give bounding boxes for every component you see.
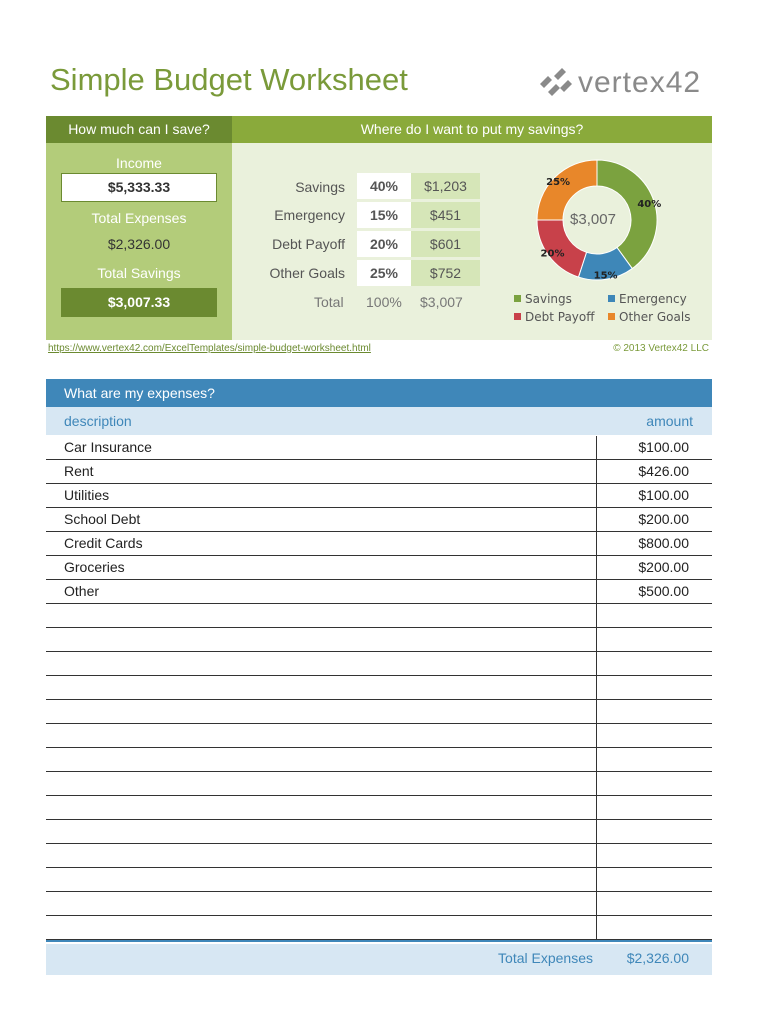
alloc-total-pct: 100% (366, 294, 402, 310)
table-row (46, 460, 712, 484)
expense-amount[interactable]: $200.00 (638, 511, 689, 527)
income-input[interactable]: $5,333.33 (61, 173, 217, 202)
column-divider (596, 436, 597, 940)
expense-amount[interactable]: $800.00 (638, 535, 689, 551)
total-savings-value: $3,007.33 (61, 288, 217, 317)
donut-label-savings: 40% (637, 199, 662, 211)
legend-debt-payoff (514, 310, 595, 324)
expense-amount[interactable]: $500.00 (638, 583, 689, 599)
expense-amount[interactable]: $100.00 (638, 487, 689, 503)
total-expenses-value: $2,326.00 (107, 236, 171, 252)
table-row (46, 532, 712, 556)
legend-swatch-savings (514, 295, 521, 302)
expenses-total-row (46, 944, 712, 975)
expense-description[interactable]: Other (64, 583, 100, 599)
save-section-header: How much can I save? (46, 116, 232, 143)
alloc-label-emergency: Emergency (274, 207, 345, 223)
allocation-header: Where do I want to put my savings? (232, 116, 712, 143)
alloc-pct-other-goals[interactable]: 25% (357, 260, 411, 286)
table-row (46, 580, 712, 604)
donut-label-emergency: 15% (593, 270, 618, 282)
table-row (46, 436, 712, 460)
expense-description[interactable]: Car Insurance (64, 439, 152, 455)
table-row (46, 820, 712, 844)
alloc-amount-emergency: $451 (411, 202, 480, 228)
table-row (46, 868, 712, 892)
column-amount: amount (646, 413, 693, 429)
legend-savings (514, 292, 572, 306)
expense-description[interactable]: Credit Cards (64, 535, 143, 551)
legend-label-emergency: Emergency (619, 292, 687, 306)
page-title: Simple Budget Worksheet (50, 62, 408, 97)
legend-other-goals (608, 310, 690, 324)
alloc-label-other-goals: Other Goals (269, 265, 345, 281)
template-link[interactable]: https://www.vertex42.com/ExcelTemplates/simple-budget-worksheet.html (48, 343, 371, 354)
table-row (46, 484, 712, 508)
alloc-pct-savings[interactable]: 40% (357, 173, 411, 199)
expense-description[interactable]: Rent (64, 463, 94, 479)
table-row (46, 916, 712, 940)
total-savings-label: Total Savings (97, 265, 181, 281)
alloc-amount-savings: $1,203 (411, 173, 480, 199)
legend-emergency (608, 292, 687, 306)
table-row (46, 556, 712, 580)
logo-text: vertex42 (578, 66, 702, 99)
alloc-amount-other-goals: $752 (411, 260, 480, 286)
expense-amount[interactable]: $426.00 (638, 463, 689, 479)
table-row (46, 772, 712, 796)
alloc-label-debt-payoff: Debt Payoff (272, 236, 345, 252)
expense-amount[interactable]: $100.00 (638, 439, 689, 455)
table-row (46, 748, 712, 772)
expenses-header: What are my expenses? (46, 379, 712, 407)
table-row (46, 796, 712, 820)
donut-label-other-goals: 25% (546, 177, 571, 189)
total-divider (46, 940, 712, 942)
expense-amount[interactable]: $200.00 (638, 559, 689, 575)
legend-swatch-debt-payoff (514, 313, 521, 320)
donut-label-debt-payoff: 20% (540, 248, 565, 260)
legend-swatch-emergency (608, 295, 615, 302)
expenses-column-header (46, 407, 712, 435)
alloc-label-savings: Savings (295, 179, 345, 195)
table-row (46, 700, 712, 724)
expenses-total-value: $2,326.00 (626, 950, 689, 966)
expense-description[interactable]: Utilities (64, 487, 110, 503)
alloc-pct-emergency[interactable]: 15% (357, 202, 411, 228)
table-row (46, 652, 712, 676)
vertex42-logo-icon (538, 66, 578, 100)
table-row (46, 508, 712, 532)
column-description: description (64, 413, 132, 429)
alloc-total-label: Total (314, 294, 344, 310)
expenses-table (46, 436, 712, 940)
table-row (46, 628, 712, 652)
vertex42-logo (538, 66, 700, 100)
table-row (46, 892, 712, 916)
alloc-total-amount: $3,007 (420, 294, 463, 310)
expenses-total-label: Total Expenses (498, 950, 593, 966)
legend-label-debt-payoff: Debt Payoff (525, 310, 595, 324)
expense-description[interactable]: Groceries (64, 559, 125, 575)
alloc-pct-debt-payoff[interactable]: 20% (357, 231, 411, 257)
legend-label-savings: Savings (525, 292, 572, 306)
income-label: Income (116, 155, 162, 171)
savings-donut-chart (530, 153, 664, 287)
donut-center-label: $3,007 (570, 211, 616, 228)
copyright-text: © 2013 Vertex42 LLC (613, 343, 709, 354)
alloc-amount-debt-payoff: $601 (411, 231, 480, 257)
total-expenses-label: Total Expenses (91, 210, 187, 226)
table-row (46, 724, 712, 748)
legend-swatch-other-goals (608, 313, 615, 320)
expense-description[interactable]: School Debt (64, 511, 141, 527)
table-row (46, 604, 712, 628)
table-row (46, 844, 712, 868)
legend-label-other-goals: Other Goals (619, 310, 691, 324)
table-row (46, 676, 712, 700)
